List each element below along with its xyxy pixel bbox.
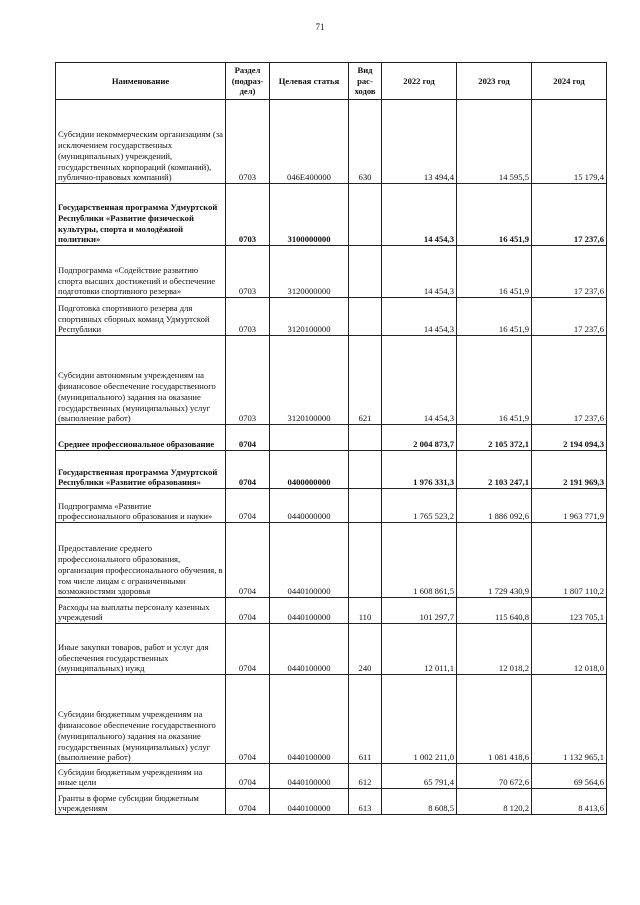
cell-2023: 16 451,9	[457, 184, 532, 246]
cell-section: 0703	[226, 336, 270, 425]
cell-2024: 17 237,6	[532, 298, 607, 336]
cell-kind	[349, 523, 382, 598]
cell-2023: 115 640,8	[457, 598, 532, 624]
cell-name: Гранты в форме субсидии бюджетным учреждениям	[56, 789, 226, 815]
header-2024: 2024 год	[532, 63, 607, 100]
cell-section: 0704	[226, 598, 270, 624]
cell-article: 3100000000	[270, 184, 349, 246]
cell-kind: 612	[349, 764, 382, 789]
cell-2023: 2 103 247,1	[457, 451, 532, 489]
header-name: Наименование	[56, 63, 226, 100]
table-row	[56, 298, 607, 336]
cell-name: Подпрограмма «Содействие развитию спорта высших достижений и обеспечение подготовки спортивного резерва»	[56, 246, 226, 298]
cell-2023: 1 081 418,6	[457, 675, 532, 764]
cell-kind	[349, 298, 382, 336]
cell-2022: 1 976 331,3	[382, 451, 457, 489]
cell-2022: 14 454,3	[382, 336, 457, 425]
cell-2022: 1 002 211,0	[382, 675, 457, 764]
cell-2022: 65 791,4	[382, 764, 457, 789]
cell-2022: 8 608,5	[382, 789, 457, 815]
table-row	[56, 451, 607, 489]
cell-name: Предоставление среднего профессионального образования, организация профессионального обучения, в том числе лицам с ограниченными возможностями здоровья	[56, 523, 226, 598]
cell-article: 0400000000	[270, 451, 349, 489]
cell-2023: 16 451,9	[457, 336, 532, 425]
header-article: Целевая статья	[270, 63, 349, 100]
cell-kind	[349, 425, 382, 451]
header-2023: 2023 год	[457, 63, 532, 100]
cell-2023: 12 018,2	[457, 624, 532, 675]
cell-2024: 123 705,1	[532, 598, 607, 624]
cell-section: 0704	[226, 425, 270, 451]
cell-article: 0440100000	[270, 675, 349, 764]
table-row	[56, 489, 607, 523]
cell-section: 0704	[226, 764, 270, 789]
budget-table	[55, 62, 607, 815]
cell-2022: 1 608 861,5	[382, 523, 457, 598]
cell-section: 0704	[226, 523, 270, 598]
table-row	[56, 675, 607, 764]
cell-2022: 14 454,3	[382, 184, 457, 246]
cell-2022: 2 004 873,7	[382, 425, 457, 451]
cell-2023: 16 451,9	[457, 246, 532, 298]
cell-2023: 1 886 092,6	[457, 489, 532, 523]
cell-name: Иные закупки товаров, работ и услуг для обеспечения государственных (муниципальных) нужд	[56, 624, 226, 675]
table-row	[56, 624, 607, 675]
cell-name: Субсидии некоммерческим организациям (за исключением государственных (муниципальных) учреждений, государственных корпораций (компаний), публично-правовых компаний)	[56, 100, 226, 184]
table-row	[56, 184, 607, 246]
cell-kind: 613	[349, 789, 382, 815]
cell-kind	[349, 489, 382, 523]
cell-name: Расходы на выплаты персоналу казенных учреждений	[56, 598, 226, 624]
cell-2022: 101 297,7	[382, 598, 457, 624]
cell-2024: 17 237,6	[532, 246, 607, 298]
cell-2022: 13 494,4	[382, 100, 457, 184]
header-kind: Вид рас-ходов	[349, 63, 382, 100]
table-header-row	[56, 63, 607, 100]
cell-kind: 611	[349, 675, 382, 764]
cell-name: Подготовка спортивного резерва для спортивных сборных команд Удмуртской Республики	[56, 298, 226, 336]
cell-2023: 16 451,9	[457, 298, 532, 336]
cell-2022: 12 011,1	[382, 624, 457, 675]
cell-article: 3120100000	[270, 336, 349, 425]
cell-section: 0703	[226, 100, 270, 184]
table-row	[56, 789, 607, 815]
cell-kind	[349, 246, 382, 298]
header-2022: 2022 год	[382, 63, 457, 100]
cell-2024: 1 963 771,9	[532, 489, 607, 523]
cell-name: Субсидии бюджетным учреждениям на финансовое обеспечение государственного (муниципального) задания на оказание государственных (муниципальных) услуг (выполнение работ)	[56, 675, 226, 764]
cell-article: 0440100000	[270, 523, 349, 598]
cell-name: Субсидии автономным учреждениям на финансовое обеспечение государственного (муниципального) задания на оказание государственных (муниципальных) услуг (выполнение работ)	[56, 336, 226, 425]
cell-section: 0703	[226, 246, 270, 298]
cell-2023: 2 105 372,1	[457, 425, 532, 451]
cell-2024: 17 237,6	[532, 336, 607, 425]
cell-name: Подпрограмма «Развитие профессионального образования и науки»	[56, 489, 226, 523]
table-row	[56, 100, 607, 184]
cell-section: 0704	[226, 675, 270, 764]
cell-article: 3120000000	[270, 246, 349, 298]
cell-2024: 8 413,6	[532, 789, 607, 815]
cell-name: Среднее профессиональное образование	[56, 425, 226, 451]
cell-article: 3120100000	[270, 298, 349, 336]
cell-2024: 1 807 110,2	[532, 523, 607, 598]
cell-article: 0440100000	[270, 789, 349, 815]
cell-section: 0704	[226, 624, 270, 675]
header-section: Раздел (подраз-дел)	[226, 63, 270, 100]
table-row	[56, 523, 607, 598]
table-row	[56, 598, 607, 624]
cell-2023: 70 672,6	[457, 764, 532, 789]
cell-name: Субсидии бюджетным учреждениям на иные цели	[56, 764, 226, 789]
cell-2022: 14 454,3	[382, 246, 457, 298]
cell-2024: 12 018,0	[532, 624, 607, 675]
cell-2022: 1 765 523,2	[382, 489, 457, 523]
cell-2024: 15 179,4	[532, 100, 607, 184]
cell-section: 0703	[226, 184, 270, 246]
cell-article	[270, 425, 349, 451]
cell-article: 0440100000	[270, 598, 349, 624]
cell-kind: 630	[349, 100, 382, 184]
cell-article: 0440100000	[270, 764, 349, 789]
cell-section: 0704	[226, 451, 270, 489]
cell-kind: 110	[349, 598, 382, 624]
cell-section: 0704	[226, 489, 270, 523]
cell-article: 0440100000	[270, 624, 349, 675]
cell-kind	[349, 451, 382, 489]
page-number: 71	[315, 22, 325, 32]
cell-2023: 8 120,2	[457, 789, 532, 815]
cell-2024: 69 564,6	[532, 764, 607, 789]
cell-2024: 17 237,6	[532, 184, 607, 246]
cell-section: 0704	[226, 789, 270, 815]
cell-kind	[349, 184, 382, 246]
cell-kind: 240	[349, 624, 382, 675]
table-row	[56, 425, 607, 451]
cell-2022: 14 454,3	[382, 298, 457, 336]
cell-name: Государственная программа Удмуртской Республики «Развитие физической культуры, спорта и молодёжной политики»	[56, 184, 226, 246]
cell-2024: 2 191 969,3	[532, 451, 607, 489]
cell-2023: 1 729 430,9	[457, 523, 532, 598]
cell-name: Государственная программа Удмуртской Республики «Развитие образования»	[56, 451, 226, 489]
cell-section: 0703	[226, 298, 270, 336]
cell-2024: 2 194 094,3	[532, 425, 607, 451]
cell-article: 046Е400000	[270, 100, 349, 184]
cell-2024: 1 132 965,1	[532, 675, 607, 764]
table-row	[56, 246, 607, 298]
table-row	[56, 764, 607, 789]
cell-2023: 14 595,5	[457, 100, 532, 184]
cell-kind: 621	[349, 336, 382, 425]
table-row	[56, 336, 607, 425]
cell-article: 0440000000	[270, 489, 349, 523]
